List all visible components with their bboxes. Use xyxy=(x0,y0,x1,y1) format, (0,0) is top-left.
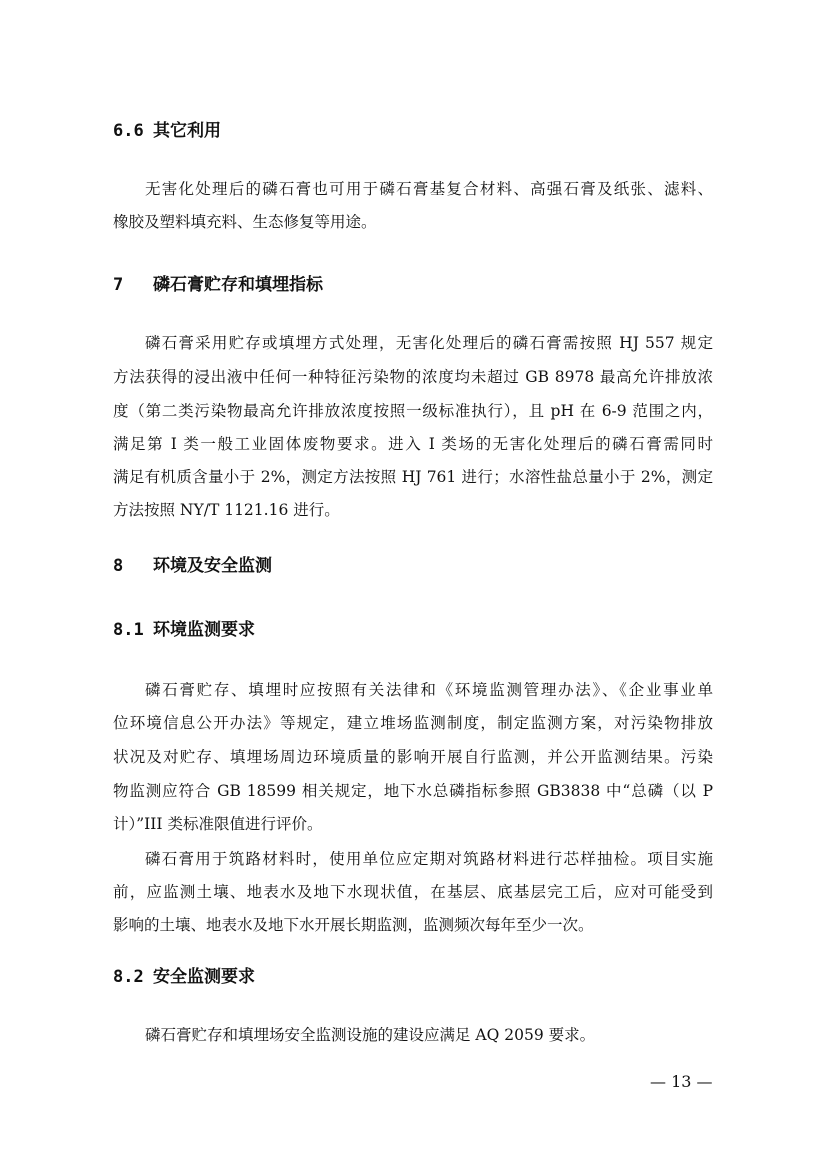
section-title: 磷石膏贮存和填埋指标 xyxy=(153,275,323,295)
paragraph-line: 磷石膏用于筑路材料时，使用单位应定期对筑路材料进行芯样抽检。项目实施 xyxy=(145,850,713,868)
heading-8-2 xyxy=(113,967,255,987)
heading-6-6 xyxy=(113,121,221,141)
section-title: 环境及安全监测 xyxy=(153,556,272,576)
paragraph-line: 物监测应符合 GB 18599 相关规定，地下水总磷指标参照 GB3838 中“总磷（以 P xyxy=(113,782,713,800)
paragraph-line: 满足第 I 类一般工业固体废物要求。进入 I 类场的无害化处理后的磷石膏需同时 xyxy=(113,435,713,453)
paragraph-line: 橡胶及塑料填充料、生态修复等用途。 xyxy=(113,213,377,231)
paragraph-line: 无害化处理后的磷石膏也可用于磷石膏基复合材料、高强石膏及纸张、滤料、 xyxy=(145,180,713,198)
paragraph-line: 方法按照 NY/T 1121.16 进行。 xyxy=(113,501,340,519)
section-title: 其它利用 xyxy=(153,121,221,141)
paragraph-line: 前，应监测土壤、地表水及地下水现状值，在基层、底基层完工后，应对可能受到 xyxy=(113,883,713,901)
paragraph-line: 磷石膏采用贮存或填埋方式处理，无害化处理后的磷石膏需按照 HJ 557 规定 xyxy=(145,334,713,352)
paragraph-line: 计）”III 类标准限值进行评价。 xyxy=(113,815,323,833)
section-number: 6.6 xyxy=(113,121,144,141)
heading-7 xyxy=(113,275,323,295)
paragraph-line: 影响的土壤、地表水及地下水开展长期监测，监测频次每年至少一次。 xyxy=(113,916,594,934)
section-title: 环境监测要求 xyxy=(153,620,255,640)
heading-8-1 xyxy=(113,620,255,640)
section-number: 8.1 xyxy=(113,620,144,640)
paragraph-line: 磷石膏贮存、填埋时应按照有关法律和《环境监测管理办法》、《企业事业单 xyxy=(145,681,713,699)
heading-8 xyxy=(113,556,272,576)
paragraph-line: 状况及对贮存、填埋场周边环境质量的影响开展自行监测，并公开监测结果。污染 xyxy=(113,748,713,766)
section-number: 8 xyxy=(113,556,124,576)
paragraph-line: 位环境信息公开办法》等规定，建立堆场监测制度，制定监测方案，对污染物排放 xyxy=(113,714,713,732)
paragraph-line: 满足有机质含量小于 2%，测定方法按照 HJ 761 进行；水溶性盐总量小于 2%，测定 xyxy=(113,468,713,486)
section-number: 7 xyxy=(113,275,124,295)
section-title: 安全监测要求 xyxy=(153,967,255,987)
paragraph-line: 方法获得的浸出液中任何一种特征污染物的浓度均未超过 GB 8978 最高允许排放浓 xyxy=(113,368,713,386)
paragraph-line: 磷石膏贮存和填埋场安全监测设施的建设应满足 AQ 2059 要求。 xyxy=(145,1026,596,1044)
section-number: 8.2 xyxy=(113,967,144,987)
page-number: — 13 — xyxy=(650,1072,713,1091)
paragraph-line: 度（第二类污染物最高允许排放浓度按照一级标准执行），且 pH 在 6-9 范围之内， xyxy=(113,402,713,420)
